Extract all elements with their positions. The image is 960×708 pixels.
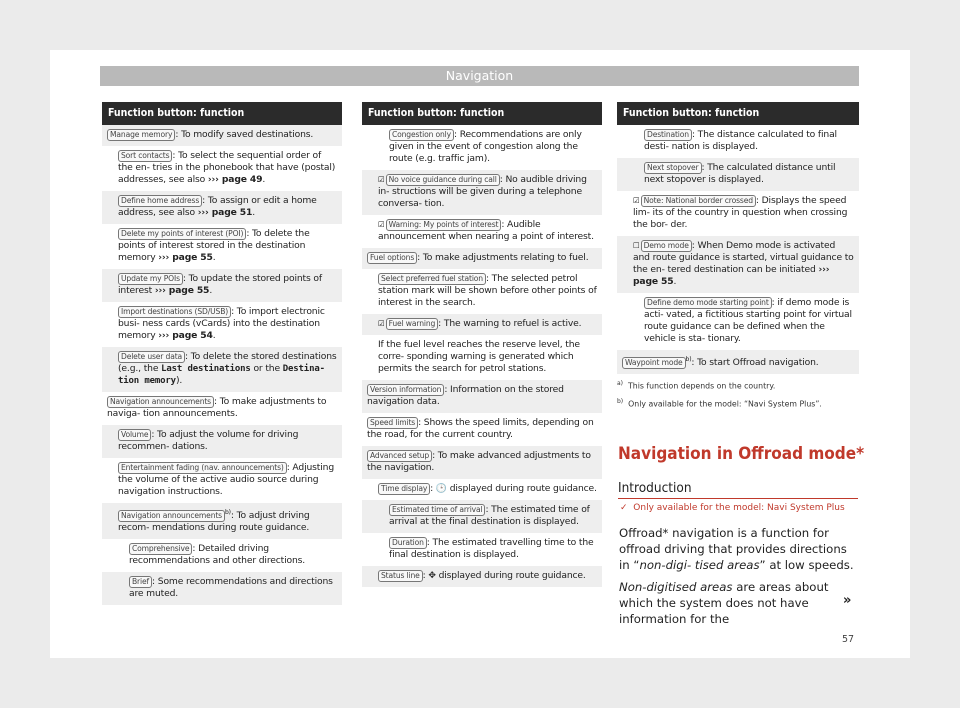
row-text <box>107 351 337 387</box>
table-row <box>102 146 342 191</box>
row-text <box>367 273 597 309</box>
function-button[interactable]: Destination <box>644 129 692 141</box>
table-row <box>362 446 602 479</box>
description: : The selected petrol station mark will be shown before other points of interest in the search. <box>378 273 597 308</box>
table-row <box>617 236 859 293</box>
section-subtitle: Introduction <box>618 480 692 496</box>
table-header: Function button: function <box>362 102 602 125</box>
table-row <box>617 293 859 350</box>
table-row <box>362 314 602 335</box>
function-button[interactable]: Time display <box>378 483 430 495</box>
footnote-mark: b) <box>685 356 692 363</box>
table-row <box>362 413 602 446</box>
function-button[interactable]: Entertainment fading (nav. announcements) <box>118 462 287 474</box>
row-text <box>622 240 854 288</box>
row-text <box>107 576 337 600</box>
description: : To start Offroad navigation. <box>691 357 819 369</box>
row-text <box>622 195 854 231</box>
check-icon: ✓ <box>620 503 628 513</box>
description: : When Demo mode is activated and route guidance is started, virtual guidance to the en- tered destination can be initiated <box>633 240 854 275</box>
section-title: Navigation in Offroad mode* <box>618 444 865 464</box>
table-row <box>102 392 342 425</box>
description: : To delete the stored destinations (e.g., the <box>118 351 337 374</box>
description: : To make advanced adjustments to the navigation. <box>367 450 591 473</box>
table-body <box>362 125 602 587</box>
table-row <box>617 191 859 236</box>
checkbox-icon: ☑ <box>378 319 385 328</box>
row-text <box>367 339 597 375</box>
footnote-a: $^{a)}$ This function depends on the country. <box>617 380 776 391</box>
function-button[interactable]: Next stopover <box>644 162 702 174</box>
checkbox-icon: ☑ <box>378 175 385 184</box>
table-row <box>362 500 602 533</box>
description: If the fuel level reaches the reserve level, the corre- sponding warning is generated which permits the search for petrol stations. <box>378 339 580 374</box>
function-button[interactable]: Status line <box>378 570 423 582</box>
table-row <box>102 458 342 503</box>
punctuation: . <box>673 276 677 287</box>
description: : Recommendations are only given in the event of congestion along the route (e.g. traffic jam). <box>389 129 582 164</box>
description: : Displays the speed lim- its of the country in question when crossing the bor- der. <box>633 195 848 230</box>
row-text <box>622 297 854 345</box>
row-text <box>107 396 337 420</box>
row-text: Status line : ✥ displayed during route guidance. <box>367 570 597 582</box>
function-button[interactable]: Manage memory <box>107 129 175 141</box>
row-text <box>367 129 597 165</box>
description: : To make adjustments relating to fuel. <box>417 252 589 263</box>
continue-arrow-icon: » <box>843 593 852 608</box>
table-row <box>102 224 342 269</box>
row-text <box>367 318 597 330</box>
checkbox-icon: ☐ <box>633 241 640 250</box>
punctuation: . <box>252 207 256 218</box>
menu-name: Last destinations <box>161 364 251 374</box>
description: : To delete the points of interest stored in the destination memory <box>118 228 310 263</box>
table-row <box>362 248 602 269</box>
function-button[interactable]: Waypoint mode <box>622 357 686 369</box>
function-button[interactable]: Note: National border crossed <box>641 195 756 207</box>
description: : The calculated distance until next stopover is displayed. <box>644 162 836 185</box>
description: : The warning to refuel is active. <box>438 318 582 329</box>
function-button[interactable]: Define home address <box>118 195 202 207</box>
function-button[interactable]: Import destinations (SD/USB) <box>118 306 231 318</box>
function-button[interactable]: Sort contacts <box>118 150 172 162</box>
function-button[interactable]: Delete user data <box>118 351 185 363</box>
function-button[interactable]: Warning: My points of interest <box>386 219 502 231</box>
function-button[interactable]: Fuel options <box>367 252 417 264</box>
table-body <box>617 125 859 374</box>
row-text <box>107 543 337 567</box>
description: : To make adjustments to naviga- tion announcements. <box>107 396 327 419</box>
row-text <box>107 306 337 342</box>
row-text <box>367 450 597 474</box>
row-text <box>367 537 597 561</box>
table-row <box>362 335 602 380</box>
page-reference[interactable]: ››› page 49 <box>207 174 263 185</box>
display-icon: 🕒 <box>435 484 447 494</box>
display-icon: ✥ <box>428 571 436 581</box>
description: : No audible driving in- structions will be given during a telephone conversa- tion. <box>378 174 587 209</box>
row-text: Time display : 🕒 displayed during route guidance. <box>367 483 597 495</box>
punctuation: ). <box>175 375 183 386</box>
function-table-3 <box>617 102 859 374</box>
table-header: Function button: function <box>617 102 859 125</box>
description: : Detailed driving recommendations and other directions. <box>129 543 306 567</box>
row-text <box>367 252 597 264</box>
table-row <box>362 215 602 248</box>
function-button[interactable]: Estimated time of arrival <box>389 504 485 516</box>
subtitle-rule <box>618 498 858 499</box>
table-row <box>102 269 342 302</box>
table-row <box>362 125 602 170</box>
row-text <box>107 228 337 264</box>
function-button[interactable]: Navigation announcements <box>118 510 225 522</box>
row-text <box>367 384 597 408</box>
description: : To adjust driving recom- mendations during route guidance. <box>118 510 310 534</box>
function-button[interactable]: Brief <box>129 576 152 588</box>
function-button[interactable]: Volume <box>118 429 151 441</box>
description: : Shows the speed limits, depending on the road, for the current country. <box>367 417 594 440</box>
description: : Information on the stored navigation data. <box>367 384 564 407</box>
description: : The estimated time of arrival at the final destination is displayed. <box>389 504 590 527</box>
table-row <box>362 479 602 500</box>
description: : To modify saved destinations. <box>175 129 314 140</box>
table-row <box>102 125 342 146</box>
function-table-1 <box>102 102 342 605</box>
row-text <box>367 504 597 528</box>
table-row <box>102 503 342 539</box>
description: displayed during route guidance. <box>435 570 586 581</box>
function-button[interactable]: Congestion only <box>389 129 454 141</box>
row-text <box>622 162 854 186</box>
table-row <box>102 425 342 458</box>
table-row <box>362 380 602 413</box>
punctuation: . <box>212 330 216 341</box>
description: displayed during route guidance. <box>446 483 597 494</box>
description: or the <box>250 363 283 374</box>
description: : Some recommendations and directions are muted. <box>129 576 333 600</box>
function-button[interactable]: Fuel warning <box>386 318 439 330</box>
table-row <box>102 539 342 572</box>
punctuation: . <box>262 174 266 185</box>
table-body <box>102 125 342 605</box>
page-reference[interactable]: ››› page 54 <box>158 330 213 341</box>
page-number: 57 <box>842 634 855 645</box>
row-text <box>107 195 337 219</box>
availability-note: ✓ Only available for the model: Navi System Plus <box>620 503 845 513</box>
intro-text: Offroad* navigation is a function for offroad driving that provides directions in “non-digi- tised areas” at low speeds. Non-digitised areas are areas about which the system does not have information for the <box>619 526 854 626</box>
function-button[interactable]: Select preferred fuel station <box>378 273 486 285</box>
row-text <box>367 174 597 210</box>
page-reference[interactable]: ››› page 51 <box>197 207 253 218</box>
table-row <box>102 347 342 392</box>
row-text <box>107 129 337 141</box>
function-button[interactable]: Advanced setup <box>367 450 432 462</box>
function-button[interactable]: Navigation announcements <box>107 396 214 408</box>
table-row <box>617 350 859 374</box>
function-button[interactable]: Demo mode <box>641 240 692 252</box>
row-text <box>107 429 337 453</box>
page-reference[interactable]: ››› page 55 <box>154 285 210 296</box>
function-button[interactable]: Version information <box>367 384 444 396</box>
page-header: Navigation <box>100 66 859 86</box>
table-row <box>617 158 859 191</box>
description: : if demo mode is acti- vated, a fictitious starting point for virtual route guidance can be defined when the vehicle is sta- tionary. <box>644 297 852 344</box>
checkbox-icon: ☑ <box>633 196 640 205</box>
description: : To adjust the volume for driving recommen- dations. <box>118 429 299 452</box>
description: : To select the sequential order of the en- tries in the phonebook that have (postal) addresses, see also <box>118 150 336 185</box>
function-button[interactable]: Duration <box>389 537 427 549</box>
table-row <box>617 125 859 158</box>
table-row <box>102 302 342 347</box>
punctuation: . <box>212 252 216 263</box>
row-text <box>107 273 337 297</box>
footnote-b: $^{b)}$ Only available for the model: “Navi System Plus”. <box>617 398 822 409</box>
description: : To update the stored points of interest <box>118 273 322 296</box>
function-table-2 <box>362 102 602 587</box>
table-row <box>362 269 602 314</box>
checkbox-icon: ☑ <box>378 220 385 229</box>
row-text <box>107 507 337 534</box>
table-header: Function button: function <box>102 102 342 125</box>
function-button[interactable]: No voice guidance during call <box>386 174 500 186</box>
menu-name: Destina- tion memory <box>118 364 325 386</box>
function-button[interactable]: Define demo mode starting point <box>644 297 772 309</box>
description: : To import electronic busi- ness cards (vCards) into the destination memory <box>118 306 325 341</box>
function-button[interactable]: Comprehensive <box>129 543 192 555</box>
table-row <box>362 170 602 215</box>
description: : Audible announcement when nearing a point of interest. <box>378 219 594 242</box>
function-button[interactable]: Update my POIs <box>118 273 183 285</box>
row-text <box>367 417 597 441</box>
footnote-mark: b) <box>225 509 231 516</box>
table-row <box>362 533 602 566</box>
row-text <box>622 129 854 153</box>
function-button[interactable]: Speed limits <box>367 417 418 429</box>
table-row <box>102 572 342 605</box>
description: : Adjusting the volume of the active audio source during navigation instructions. <box>118 462 334 497</box>
table-row <box>102 191 342 224</box>
description: : To assign or edit a home address, see also <box>118 195 317 218</box>
row-text <box>622 354 854 369</box>
description: : The estimated travelling time to the final destination is displayed. <box>389 537 594 560</box>
description: : The distance calculated to final desti- nation is displayed. <box>644 129 837 152</box>
table-row <box>362 566 602 587</box>
punctuation: . <box>209 285 213 296</box>
row-text <box>107 150 337 186</box>
page-reference[interactable]: ››› page 55 <box>158 252 213 263</box>
row-text <box>367 219 597 243</box>
page-reference[interactable]: ››› page 55 <box>633 264 830 287</box>
function-button[interactable]: Delete my points of interest (POI) <box>118 228 246 240</box>
row-text <box>107 462 337 498</box>
